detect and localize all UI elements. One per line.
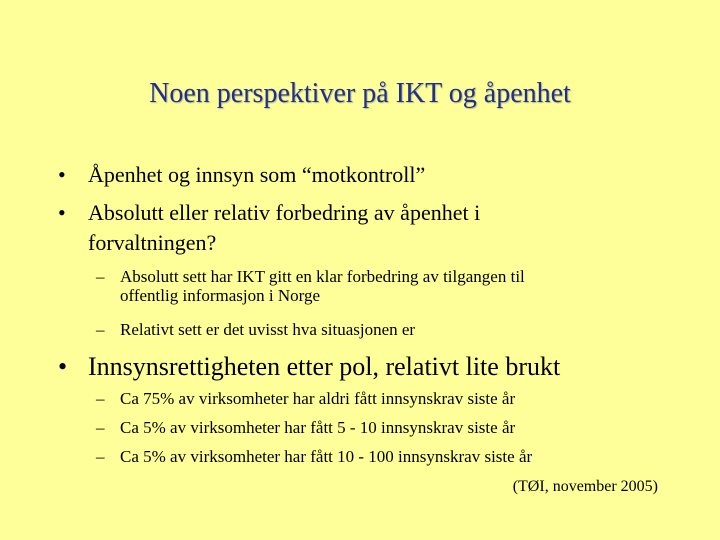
bullet-text-continuation: forvaltningen? <box>88 230 217 255</box>
sub-item-text: Ca 75% av virksomheter har aldri fått innsynskrav siste år <box>120 389 516 408</box>
bullet-text: Absolutt eller relativ forbedring av åpenhet i <box>88 200 481 225</box>
sub-item-text: Relativt sett er det uvisst hva situasjonen er <box>120 320 416 339</box>
dash-icon: – <box>96 320 105 339</box>
sub-item <box>96 447 533 466</box>
source-citation: (TØI, november 2005) <box>512 478 658 495</box>
bullet-icon: • <box>58 352 68 381</box>
dash-icon: – <box>96 267 105 286</box>
dash-icon: – <box>96 447 105 466</box>
dash-icon: – <box>96 389 105 408</box>
bullet-icon: • <box>58 200 66 225</box>
dash-icon: – <box>96 418 105 437</box>
sub-item <box>96 418 516 437</box>
bullet-item <box>58 198 481 258</box>
bullet-text: Åpenhet og innsyn som “motkontroll” <box>88 162 426 187</box>
slide-title: Noen perspektiver på IKT og åpenhet <box>149 78 571 109</box>
bullet-icon: • <box>58 162 66 187</box>
bullet-text: Innsynsrettigheten etter pol, relativt lite brukt <box>88 352 561 381</box>
bullet-item <box>58 350 561 384</box>
sub-item <box>96 267 525 305</box>
sub-item-text: Ca 5% av virksomheter har fått 5 - 10 innsynskrav siste år <box>120 418 516 437</box>
sub-item-text: Ca 5% av virksomheter har fått 10 - 100 innsynskrav siste år <box>120 447 533 466</box>
sub-item <box>96 320 416 339</box>
sub-item-text-continuation: offentlig informasjon i Norge <box>120 286 321 305</box>
bullet-item <box>58 160 426 190</box>
sub-item <box>96 389 516 408</box>
sub-item-text: Absolutt sett har IKT gitt en klar forbedring av tilgangen til <box>120 267 525 286</box>
